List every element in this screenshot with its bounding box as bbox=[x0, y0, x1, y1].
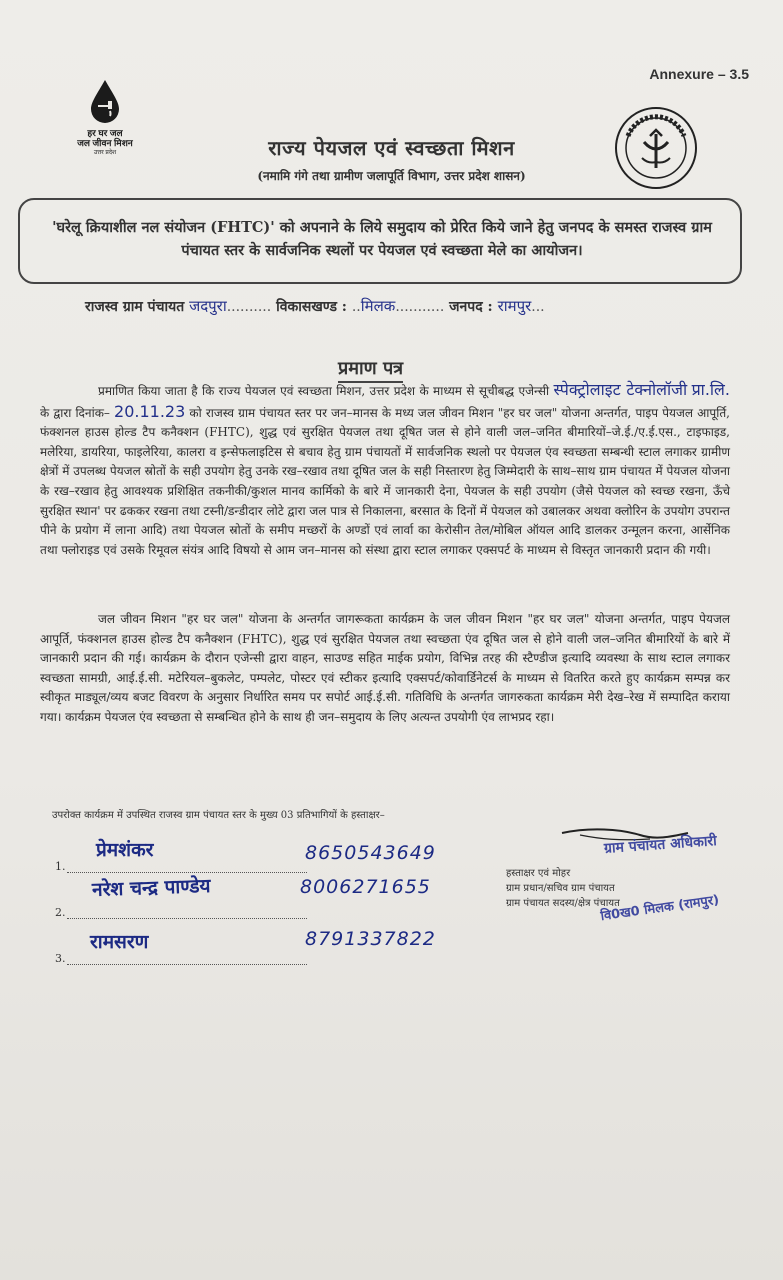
annexure-label: Annexure – 3.5 bbox=[649, 66, 749, 82]
authority-line-2: ग्राम प्रधान/सचिव ग्राम पंचायत bbox=[506, 883, 615, 894]
para2-text: जल जीवन मिशन "हर घर जल" योजना के अन्तर्गत जागरूकता कार्यक्रम के जल जीवन मिशन "हर घर जल" योजना अन्तर्गत, पाइप पेयजल आपूर्ति, फंक्शनल हाउस होल्ड टैप कनैक्शन (FHTC), शुद्ध एवं सुरक्षित पेयजल तथा स्वच्छता एंव दूषित जल से होने वाली जल–जनित बीमारियों के बारे में जानकारी प्रदान की गई। कार्यक्रम के दौरान एजेन्सी द्वारा वाहन, साउण्ड सहित माईक प्रयोग, विभिन्न तरह की स्टैण्डीज इत्यादि व्यवस्था के साथ स्टाल लगाकर स्वच्छता सामग्री, आई.ई.सी. मटेरियल–बुकलेट, पम्पलेट, पोस्टर एवं स्टीकर इत्यादि एक्सपर्ट/कोवार्डिनेटर्स के माध्यम से वितरित करते हुए कार्यक्रम सम्पन्न कर स्वीकृत माड्यूल/व्यय बजट विवरण के अनुसार निर्धारित समय पर सपोर्ट आई.ई.सी. गतिविधि के अन्तर्गत जागरुकता कार्यक्रम मेरी देख–रेख में सम्पादित कराया गया। कार्यक्रम पेयजल एंव स्वच्छता से सम्बन्धित होने के साथ ही जन–समुदाय के लिए अत्यन्त उपयोगी एंव लाभप्रद रहा। bbox=[40, 612, 730, 724]
district-label: जनपद : bbox=[449, 299, 493, 315]
participants-intro: उपरोक्त कार्यक्रम में उपस्थित राजस्व ग्राम पंचायत स्तर के मुख्य 03 प्रतिभागियों के हस्ताक्षर– bbox=[52, 810, 385, 821]
participant-number: 3. bbox=[55, 952, 66, 965]
participant-name-2: नरेश चन्द्र पाण्डेय bbox=[91, 874, 211, 902]
participant-number: 1. bbox=[55, 860, 66, 873]
logo-text-2: जल जीवन मिशन bbox=[77, 138, 133, 148]
participant-phone-1: 8650543649 bbox=[305, 842, 436, 864]
authority-block bbox=[506, 866, 620, 911]
authority-line-1: हस्ताक्षर एवं मोहर bbox=[506, 868, 571, 879]
participant-phone-2: 8006271655 bbox=[300, 876, 431, 898]
certificate-heading: प्रमाण पत्र bbox=[338, 356, 403, 383]
officer-stamp: ग्राम पंचायत अधिकारी bbox=[603, 833, 718, 857]
gp-value: जदपुरा bbox=[189, 297, 227, 315]
participant-number: 2. bbox=[55, 906, 66, 919]
para1-mid: के द्वारा दिनांक– bbox=[40, 405, 110, 420]
block-stamp: वि0ख0 मिलक (रामपुर) bbox=[599, 892, 721, 925]
participant-phone-3: 8791337822 bbox=[305, 928, 436, 950]
mission-subtitle: (नमामि गंगे तथा ग्रामीण जलापूर्ति विभाग, उत्तर प्रदेश शासन) bbox=[257, 169, 526, 183]
para1-rest: को राजस्व ग्राम पंचायत स्तर पर जन–मानस के मध्य जल जीवन मिशन "हर घर जल" योजना अन्तर्गत, पाइप पेयजल आपूर्ति, फंक्शनल हाउस होल्ड टैप कनैक्शन (FHTC), शुद्ध एवं सुरक्षित पेयजल तथा दूषित जल से होने वाली जल–जनित बीमारियों–जे.ई./ए.ई.एस., टाइफाइड, मलेरिया, डायरिया, फाइलेरिया, कालरा व इन्सेफलाइटिस से बचाव हेतु ग्राम पंचायतों में सार्वजनिक स्थलो पर पेयजल एंव स्वच्छता सम्बन्धी स्टाल लगाकर ग्रामीण क्षेत्रों में उपलब्ध पेयजल स्रोतों के सही उपयोग हेतु उनके रख–रखाव तथा दूषित जल के सही निस्तारण हेतु जिम्मेदारी के साथ–साथ ग्राम पंचायत में पेयजल योजना के रख–रखाव हेतु आवश्यक प्रशिक्षित तकनीकी/कुशल मानव कार्मिको के बारे में जानकारी देना, पेयजल के सही उपयोग (जैसे पेयजल को स्वच्छ रखना, ऊँचे सुरक्षित स्थान' पर ढककर रखना तथा टस्नी/डन्डीदार लोटे द्वारा जल पात्र से निकालना, बरसात के दिनों में पेयजल को उबालकर अथवा क्लोरिन के उपयोग उपरान्त पीने के प्रयोग में लाना आदि) तथा पेयजल स्रोतों के समीप मच्छरों के अण्डों एवं लार्वा का केरोसीन तेल/मोबिल ऑयल आदि डालकर उन्मूलन करना, आर्सेनिक तथा फ्लोराइड एवं उसके रिमूवल संयंत्र आदि विषयो से आम जन–मानस को संस्था द्वारा स्टाल लगाकर एक्सपर्ट के माध्यम से विस्तृत जानकारी प्रदान की गयी। bbox=[40, 405, 730, 557]
authority-line-3: ग्राम पंचायत सदस्य/क्षेत्र पंचायत bbox=[506, 898, 620, 909]
water-drop-icon bbox=[87, 78, 123, 124]
gp-label: राजस्व ग्राम पंचायत bbox=[85, 299, 185, 315]
block-label: विकासखण्ड : bbox=[276, 299, 347, 315]
participant-name-3: रामसरण bbox=[90, 931, 149, 953]
location-row: राजस्व ग्राम पंचायत जदपुरा.......... विकासखण्ड : ..मिलक........... जनपद : रामपुर... bbox=[85, 297, 545, 315]
participant-row-1 bbox=[55, 858, 307, 873]
paragraph-1 bbox=[40, 380, 730, 560]
subject-box bbox=[18, 198, 742, 284]
agency-suffix: प्रा.लि. bbox=[691, 380, 730, 399]
para1-start: प्रमाणित किया जाता है कि राज्य पेयजल एवं स्वच्छता मिशन, उत्तर प्रदेश के माध्यम से सूचीबद्ध एजेन्सी bbox=[98, 384, 550, 398]
agency-name: स्पेक्ट्रोलाइट टेक्नोलॉजी bbox=[553, 380, 688, 399]
logo-text-1: हर घर जल bbox=[87, 128, 123, 138]
participant-row-2 bbox=[55, 904, 307, 919]
program-date: 20.11.23 bbox=[114, 401, 186, 421]
logo-text-3: उत्तर प्रदेश bbox=[93, 150, 117, 156]
mission-title: राज्य पेयजल एवं स्वच्छता मिशन bbox=[268, 136, 515, 160]
block-value: मिलक bbox=[360, 297, 396, 315]
district-value: रामपुर bbox=[497, 297, 532, 315]
paragraph-2 bbox=[40, 610, 730, 728]
participant-name-1: प्रेमशंकर bbox=[96, 839, 154, 861]
subject-text: 'घरेलू क्रियाशील नल संयोजन (FHTC)' को अपनाने के लिये समुदाय को प्रेरित किये जाने हेतु जनपद के समस्त राजस्व ग्राम पंचायत स्तर के सार्वजनिक स्थलों पर पेयजल एवं स्वच्छता मेले का आयोजन। bbox=[52, 219, 712, 259]
